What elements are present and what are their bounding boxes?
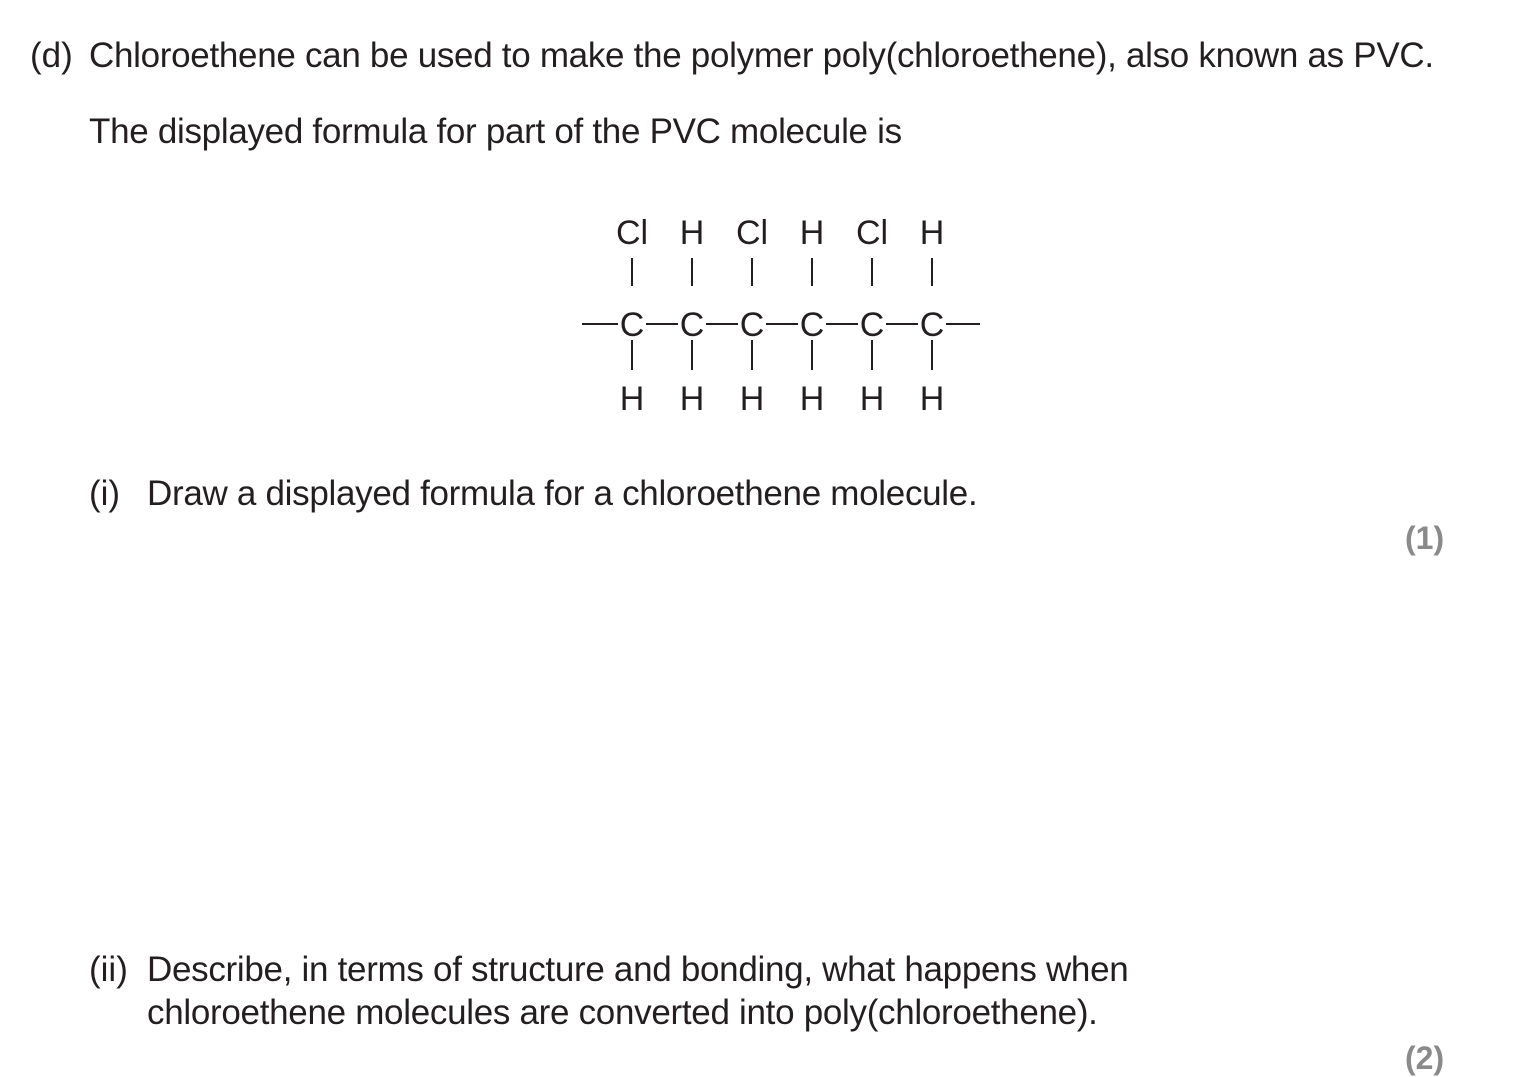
atom-carbon-4: C [799, 306, 825, 344]
atom-top-3: Cl [735, 214, 769, 252]
atom-carbon-5: C [859, 306, 885, 344]
question-label-i: (i) [89, 474, 121, 513]
atom-bottom-4: H [799, 380, 825, 418]
marks-i: (1) [1405, 520, 1445, 556]
atom-carbon-6: C [919, 306, 945, 344]
atom-top-2: H [679, 214, 705, 252]
question-d-text: Chloroethene can be used to make the polymer poly(chloroethene), also known as PVC. [89, 36, 1434, 75]
formula-intro-text: The displayed formula for part of the PVC molecule is [89, 112, 902, 151]
question-label-ii: (ii) [89, 950, 128, 989]
atom-top-4: H [799, 214, 825, 252]
atom-carbon-2: C [679, 306, 705, 344]
atom-bottom-5: H [859, 380, 885, 418]
question-ii-line2: chloroethene molecules are converted into poly(chloroethene). [147, 993, 1098, 1032]
marks-ii: (2) [1405, 1040, 1445, 1076]
atom-carbon-3: C [739, 306, 765, 344]
atom-top-5: Cl [855, 214, 889, 252]
atom-bottom-2: H [679, 380, 705, 418]
atom-top-1: Cl [615, 214, 649, 252]
atom-bottom-6: H [919, 380, 945, 418]
pvc-displayed-formula [560, 200, 1000, 430]
atom-top-6: H [919, 214, 945, 252]
question-label-d: (d) [30, 36, 73, 75]
atom-bottom-1: H [619, 380, 645, 418]
question-i-text: Draw a displayed formula for a chloroethene molecule. [147, 474, 978, 513]
question-ii-line1: Describe, in terms of structure and bonding, what happens when [147, 950, 1129, 989]
atom-bottom-3: H [739, 380, 765, 418]
answer-space-i[interactable] [147, 570, 1447, 930]
atom-carbon-1: C [619, 306, 645, 344]
